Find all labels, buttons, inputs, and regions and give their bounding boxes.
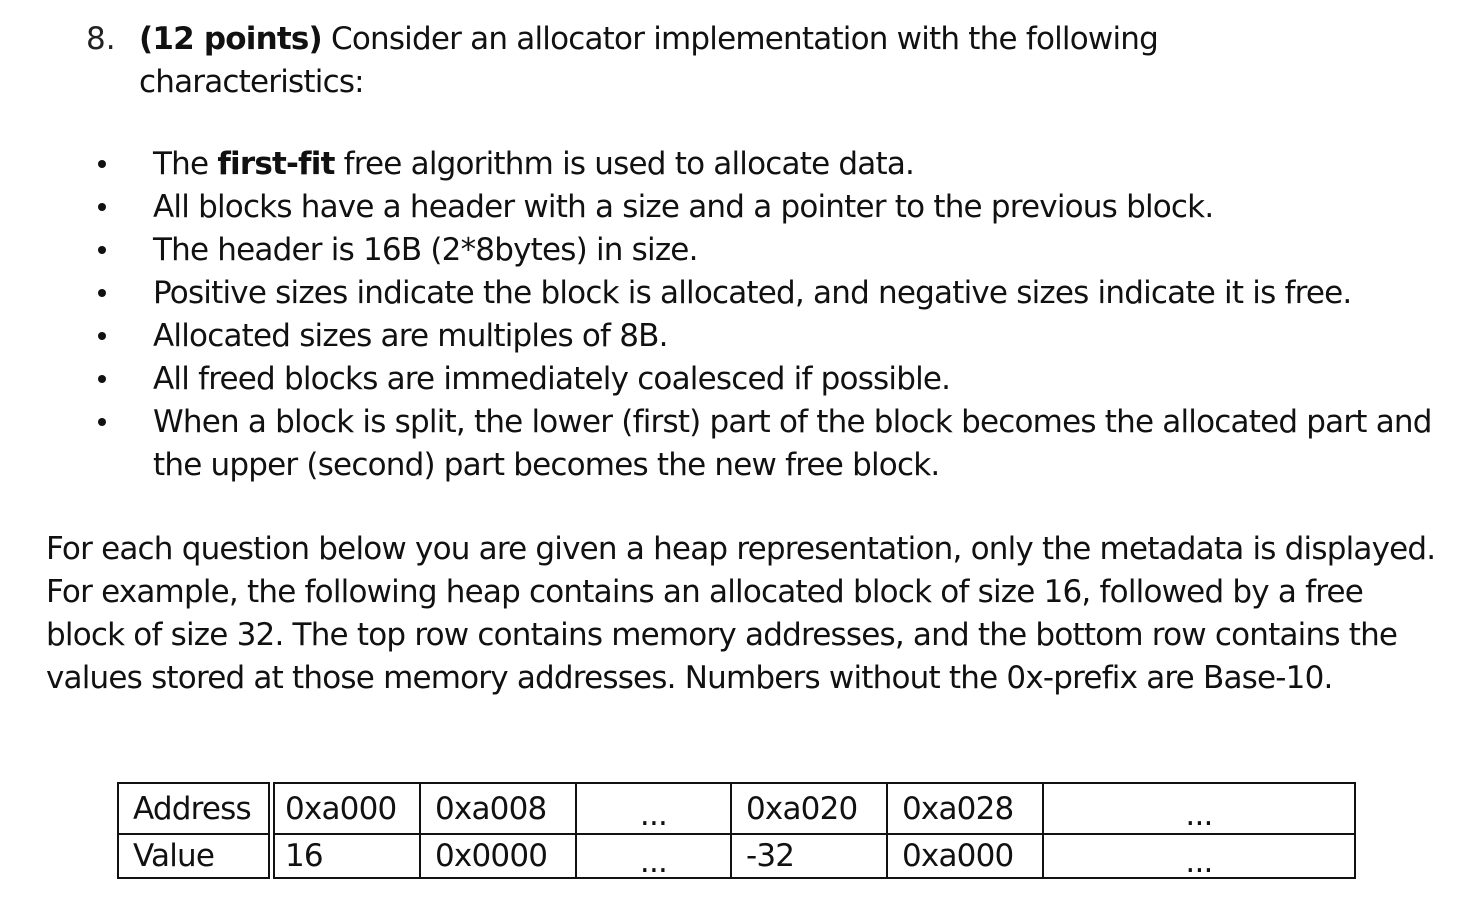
value-cell: -32 — [731, 834, 887, 878]
value-ellipsis: ... — [576, 834, 731, 878]
list-item: Allocated sizes are multiples of 8B. — [98, 315, 1478, 358]
explanation-paragraph: For each question below you are given a heap representation, only the metadata is displayed. For example, the following heap contains an allocated block of size 16, followed by a free block of size 32. The top row contains memory addresses, and the bottom row contains the values stored at those memory addresses. Numbers without the 0x-prefix are Base-10. — [46, 531, 1436, 696]
heap-table — [117, 782, 1356, 879]
value-ellipsis: ... — [1043, 834, 1355, 878]
bullet-icon — [98, 332, 106, 340]
question-number: 8. — [86, 21, 116, 57]
list-item: Positive sizes indicate the block is allocated, and negative sizes indicate it is free. — [98, 272, 1478, 315]
bullet-icon — [98, 375, 106, 383]
value-label: Value — [118, 834, 272, 878]
bullet-icon — [98, 289, 106, 297]
characteristics-list — [98, 143, 1478, 487]
question-intro: Consider an allocator implementation with the following characteristics: — [139, 21, 1158, 100]
address-cell: 0xa008 — [420, 783, 576, 834]
address-ellipsis: ... — [1043, 783, 1355, 834]
bullet-icon — [98, 246, 106, 254]
list-item: All freed blocks are immediately coalesced if possible. — [98, 358, 1478, 401]
address-row — [118, 783, 1355, 834]
value-row — [118, 834, 1355, 878]
list-item: All blocks have a header with a size and a pointer to the previous block. — [98, 186, 1478, 229]
bullet-icon — [98, 418, 106, 426]
address-cell: 0xa000 — [272, 783, 421, 834]
value-cell: 16 — [272, 834, 421, 878]
address-ellipsis: ... — [576, 783, 731, 834]
list-item: When a block is split, the lower (first) part of the block becomes the allocated part and the upper (second) part becomes the new free block. — [98, 401, 1478, 487]
question-text — [139, 18, 1289, 104]
bullet-icon — [98, 160, 106, 168]
value-cell: 0x0000 — [420, 834, 576, 878]
question-points: (12 points) — [139, 21, 322, 57]
address-cell: 0xa020 — [731, 783, 887, 834]
address-label: Address — [118, 783, 272, 834]
value-cell: 0xa000 — [887, 834, 1043, 878]
list-item: The first-fit free algorithm is used to allocate data. — [98, 143, 1478, 186]
address-cell: 0xa028 — [887, 783, 1043, 834]
list-item: The header is 16B (2*8bytes) in size. — [98, 229, 1478, 272]
bullet-icon — [98, 203, 106, 211]
